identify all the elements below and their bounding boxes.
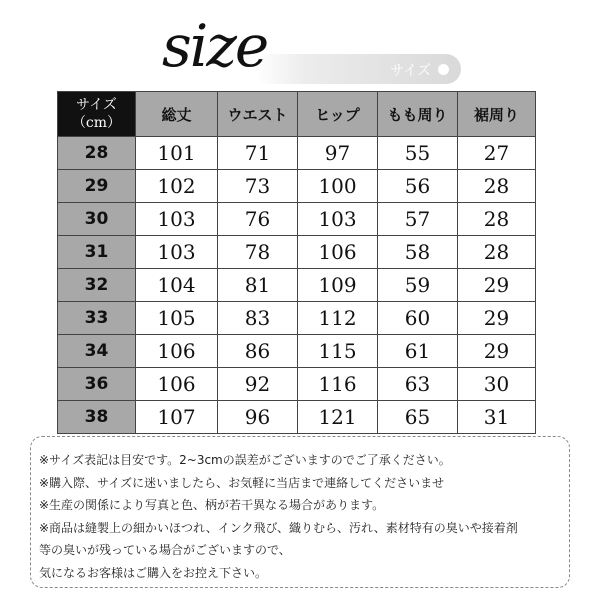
row-size: 28 bbox=[58, 137, 136, 170]
cell-thigh: 65 bbox=[378, 401, 458, 434]
column-header-waist: ウエスト bbox=[218, 92, 298, 137]
note-line: 等の臭いが残っている場合がございますので、 bbox=[39, 543, 291, 557]
cell-thigh: 61 bbox=[378, 335, 458, 368]
note-line: ※生産の関係により写真と色、柄が若干異なる場合があります。 bbox=[39, 498, 385, 512]
cell-thigh: 55 bbox=[378, 137, 458, 170]
cell-hem: 30 bbox=[458, 368, 536, 401]
cell-thigh: 57 bbox=[378, 203, 458, 236]
cell-waist: 78 bbox=[218, 236, 298, 269]
cell-hem: 28 bbox=[458, 203, 536, 236]
cell-hip: 106 bbox=[298, 236, 378, 269]
row-size: 29 bbox=[58, 170, 136, 203]
cell-length: 106 bbox=[136, 368, 218, 401]
note-line: ※商品は縫製上の細かいほつれ、インク飛び、織りむら、汚れ、素材特有の臭いや接着剤 bbox=[39, 520, 518, 535]
cell-hip: 109 bbox=[298, 269, 378, 302]
table-row bbox=[58, 203, 536, 236]
table-header-row bbox=[58, 92, 536, 137]
table-row bbox=[58, 269, 536, 302]
cell-thigh: 56 bbox=[378, 170, 458, 203]
note-line: 気になるお客様はご購入をお控え下さい。 bbox=[39, 565, 268, 580]
column-header-hem: 裾周り bbox=[458, 92, 536, 137]
cell-length: 103 bbox=[136, 236, 218, 269]
size-unit-header bbox=[58, 92, 136, 137]
cell-waist: 73 bbox=[218, 170, 298, 203]
note-line: ※サイズ表記は目安です。2~3cmの誤差がございますのでご了承ください。 bbox=[39, 453, 451, 467]
size-title-text: size bbox=[162, 12, 268, 80]
row-size: 38 bbox=[58, 401, 136, 434]
cell-length: 103 bbox=[136, 203, 218, 236]
size-header-label: サイズ bbox=[76, 97, 117, 113]
dot-icon bbox=[438, 64, 449, 75]
cell-thigh: 59 bbox=[378, 269, 458, 302]
cell-waist: 92 bbox=[218, 368, 298, 401]
cell-waist: 76 bbox=[218, 203, 298, 236]
column-header-length: 総丈 bbox=[136, 92, 218, 137]
table-row bbox=[58, 170, 536, 203]
cell-length: 102 bbox=[136, 170, 218, 203]
cell-thigh: 58 bbox=[378, 236, 458, 269]
table-row bbox=[58, 137, 536, 170]
cell-hem: 29 bbox=[458, 335, 536, 368]
cell-hip: 97 bbox=[298, 137, 378, 170]
table-row bbox=[58, 236, 536, 269]
cell-hip: 103 bbox=[298, 203, 378, 236]
cell-hem: 28 bbox=[458, 170, 536, 203]
cell-hip: 121 bbox=[298, 401, 378, 434]
table-row bbox=[58, 401, 536, 434]
cell-waist: 71 bbox=[218, 137, 298, 170]
size-script-title bbox=[158, 6, 318, 86]
cell-length: 105 bbox=[136, 302, 218, 335]
cell-hem: 29 bbox=[458, 269, 536, 302]
size-pill-label: サイズ bbox=[390, 63, 431, 79]
row-size: 36 bbox=[58, 368, 136, 401]
cell-length: 107 bbox=[136, 401, 218, 434]
column-header-thigh: もも周り bbox=[378, 92, 458, 137]
cell-hem: 28 bbox=[458, 236, 536, 269]
cell-hip: 116 bbox=[298, 368, 378, 401]
cell-hem: 31 bbox=[458, 401, 536, 434]
table-row bbox=[58, 335, 536, 368]
note-line: ※購入際、サイズに迷いましたら、お気軽に当店まで連絡してくださいませ bbox=[39, 475, 445, 490]
row-size: 31 bbox=[58, 236, 136, 269]
cell-hip: 115 bbox=[298, 335, 378, 368]
cell-hip: 112 bbox=[298, 302, 378, 335]
cell-hem: 27 bbox=[458, 137, 536, 170]
row-size: 32 bbox=[58, 269, 136, 302]
cell-hip: 100 bbox=[298, 170, 378, 203]
cell-waist: 96 bbox=[218, 401, 298, 434]
cell-waist: 83 bbox=[218, 302, 298, 335]
row-size: 33 bbox=[58, 302, 136, 335]
cell-length: 101 bbox=[136, 137, 218, 170]
cell-length: 104 bbox=[136, 269, 218, 302]
cell-waist: 81 bbox=[218, 269, 298, 302]
notes-box bbox=[30, 436, 570, 588]
unit-header-label: （cm） bbox=[71, 115, 122, 131]
cell-thigh: 60 bbox=[378, 302, 458, 335]
table-row bbox=[58, 302, 536, 335]
size-title bbox=[158, 6, 318, 86]
cell-hem: 29 bbox=[458, 302, 536, 335]
row-size: 30 bbox=[58, 203, 136, 236]
table-row bbox=[58, 368, 536, 401]
cell-length: 106 bbox=[136, 335, 218, 368]
column-header-hip: ヒップ bbox=[298, 92, 378, 137]
row-size: 34 bbox=[58, 335, 136, 368]
cell-waist: 86 bbox=[218, 335, 298, 368]
cell-thigh: 63 bbox=[378, 368, 458, 401]
size-table bbox=[57, 91, 536, 434]
